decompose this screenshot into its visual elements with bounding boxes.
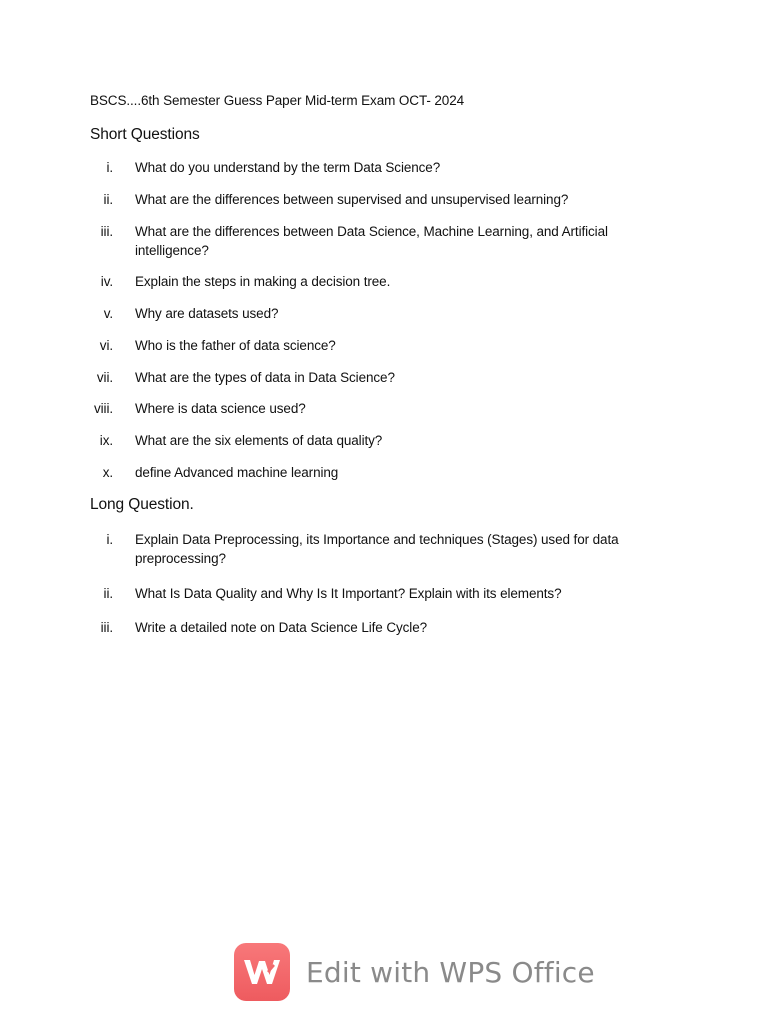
item-number: i. [106, 160, 113, 175]
item-number: ii. [103, 192, 113, 207]
list-item [80, 618, 660, 637]
item-text: What are the types of data in Data Science? [135, 370, 395, 385]
item-number: vii. [96, 370, 113, 385]
page-title: BSCS....6th Semester Guess Paper Mid-term Exam OCT- 2024 [90, 93, 465, 108]
item-number: iv. [100, 274, 113, 289]
wps-watermark-text: Edit with WPS Office [306, 955, 595, 989]
item-number: v. [103, 306, 113, 321]
long-question-heading: Long Question. [90, 496, 194, 513]
short-questions-heading: Short Questions [90, 126, 200, 143]
item-number: ii. [103, 586, 113, 601]
item-text: What are the differences between Data Science, Machine Learning, and Artificial intelligence? [135, 224, 608, 258]
item-number: vi. [99, 338, 113, 353]
list-item [80, 530, 660, 568]
item-text: What are the six elements of data quality? [135, 433, 383, 448]
list-item [80, 190, 660, 209]
list-item [80, 222, 660, 260]
item-number: viii. [94, 401, 113, 416]
item-text: What do you understand by the term Data Science? [135, 160, 441, 175]
item-text: Why are datasets used? [135, 306, 279, 321]
list-item [80, 304, 660, 323]
wps-logo-icon [234, 943, 290, 1001]
item-text: Explain the steps in making a decision tree. [135, 274, 391, 289]
item-text: Explain Data Preprocessing, its Importance and techniques (Stages) used for data preprocessing? [135, 532, 619, 566]
item-text: What are the differences between supervised and unsupervised learning? [135, 192, 569, 207]
item-number: iii. [100, 620, 113, 635]
list-item [80, 463, 660, 482]
list-item [80, 399, 660, 418]
item-number: ix. [99, 433, 113, 448]
list-item [80, 272, 660, 291]
item-number: iii. [100, 224, 113, 239]
list-item [80, 431, 660, 450]
list-item [80, 368, 660, 387]
wps-watermark[interactable] [234, 943, 595, 1001]
item-text: Where is data science used? [135, 401, 306, 416]
list-item [80, 584, 660, 603]
item-text: Write a detailed note on Data Science Life Cycle? [135, 620, 428, 635]
item-text: Who is the father of data science? [135, 338, 336, 353]
item-number: i. [106, 532, 113, 547]
list-item [80, 336, 660, 355]
item-number: x. [102, 465, 113, 480]
list-item [80, 158, 660, 177]
item-text: What Is Data Quality and Why Is It Important? Explain with its elements? [135, 586, 562, 601]
item-text: define Advanced machine learning [135, 465, 339, 480]
